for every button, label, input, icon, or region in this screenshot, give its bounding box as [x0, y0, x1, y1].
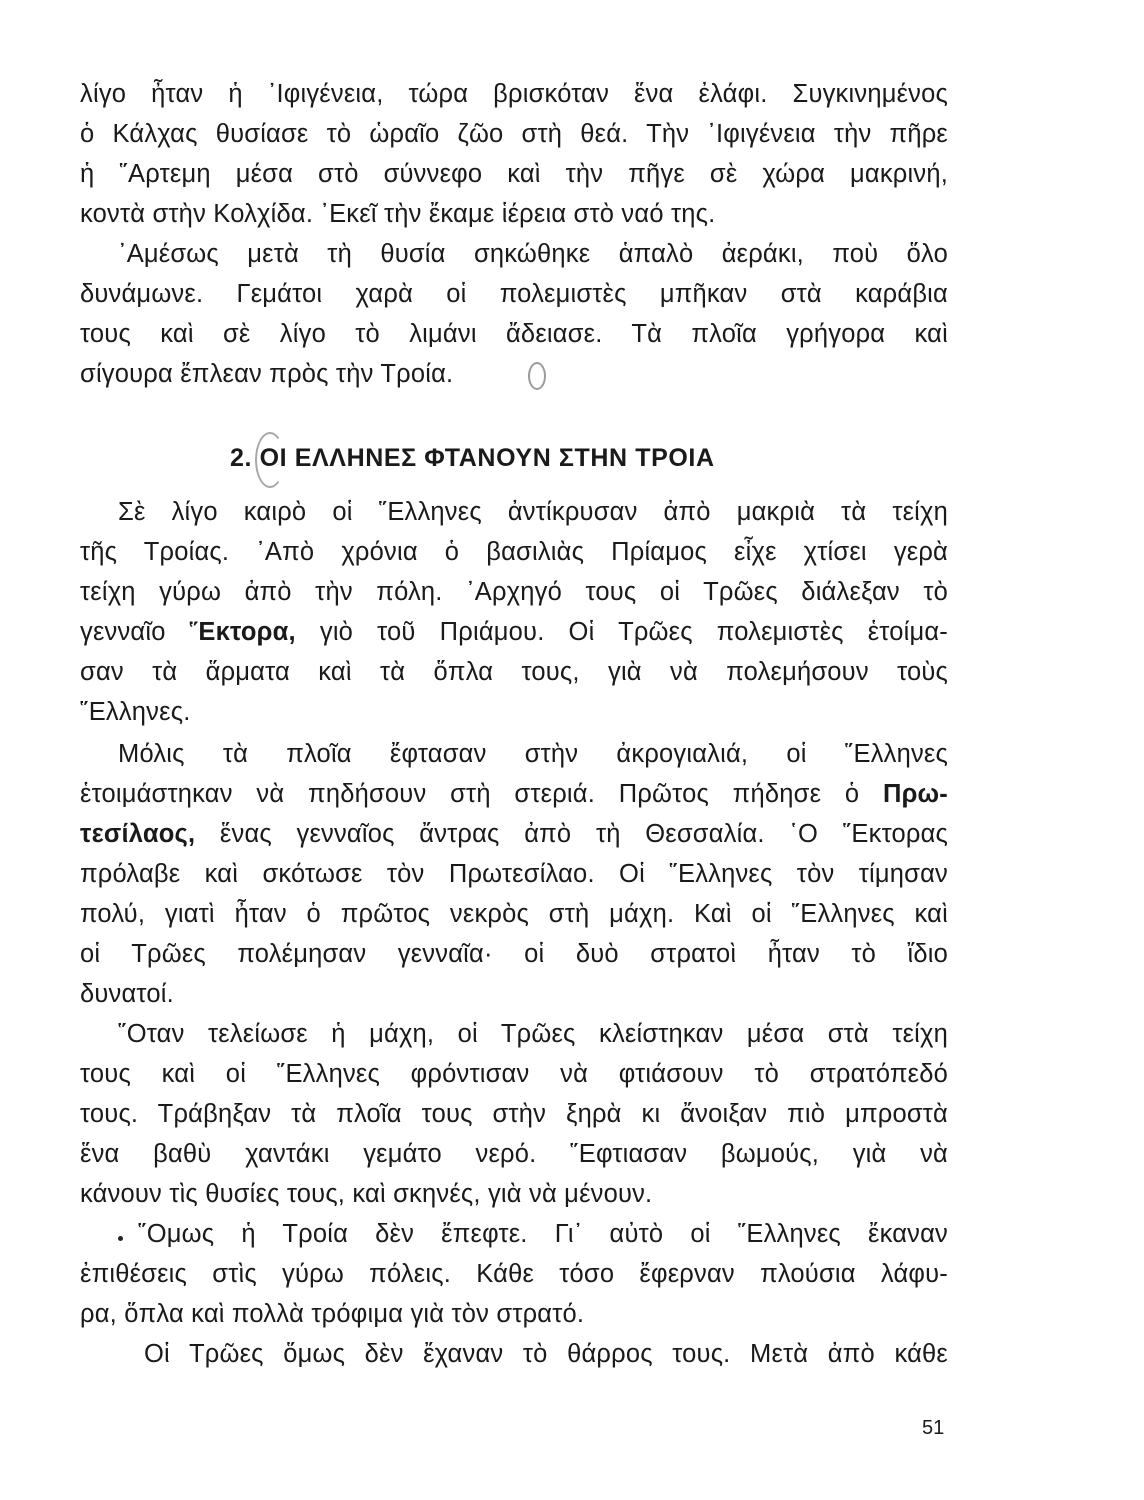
text-line — [80, 612, 948, 652]
bold-name-hector: ῞Εκτορα, — [189, 618, 296, 646]
text-line: ᾿Αμέσως μετὰ τὴ θυσία σηκώθηκε ἁπαλὸ ἀεράκι, ποὺ ὅλο — [118, 240, 948, 268]
section-heading — [230, 438, 715, 478]
text-line: τους καὶ σὲ λίγο τὸ λιμάνι ἄδειασε. Τὰ πλοῖα γρήγορα καὶ — [80, 320, 948, 348]
pencil-circle-mark — [528, 362, 546, 390]
text-line: τους καὶ οἱ ῞Ελληνες φρόντισαν νὰ φτιάσουν τὸ στρατόπεδό — [80, 1060, 948, 1088]
text-line: κάνουν τὶς θυσίες τους, καὶ σκηνές, γιὰ νὰ μένουν. — [80, 1180, 653, 1208]
text-line: σαν τὰ ἅρματα καὶ τὰ ὅπλα τους, γιὰ νὰ πολεμήσουν τοὺς — [80, 658, 948, 686]
pencil-dot-mark — [118, 1236, 123, 1241]
text-line: ἡ ῞Αρτεμη μέσα στὸ σύννεφο καὶ τὴν πῆγε σὲ χώρα μακρινή, — [80, 160, 948, 188]
section-number: 2. — [230, 444, 253, 472]
text-span: ἑτοιμάστηκαν νὰ πηδήσουν στὴ στεριά. Πρῶτος πήδησε ὁ — [80, 780, 883, 808]
text-line: σίγουρα ἔπλεαν πρὸς τὴν Τροία. — [80, 360, 454, 388]
text-span: γενναῖο — [80, 618, 190, 646]
text-line — [80, 814, 948, 854]
text-line: τῆς Τροίας. ᾿Απὸ χρόνια ὁ βασιλιὰς Πρίαμος εἶχε χτίσει γερὰ — [80, 538, 948, 566]
bold-name-protesilaos-cont: τεσίλαος, — [80, 820, 196, 848]
text-line: τείχη γύρω ἀπὸ τὴν πόλη. ᾿Αρχηγό τους οἱ Τρῶες διάλεξαν τὸ — [80, 578, 948, 606]
text-line: ῞Ομως ἡ Τροία δὲν ἔπεφτε. Γι᾿ αὐτὸ οἱ ῞Ελληνες ἔκαναν — [138, 1220, 948, 1248]
text-line: πρόλαβε καὶ σκότωσε τὸν Πρωτεσίλαο. Οἱ ῞Ελληνες τὸν τίμησαν — [80, 860, 948, 888]
text-line: δυνατοί. — [80, 980, 174, 1008]
pencil-bracket-mark — [255, 432, 285, 488]
text-line: ὁ Κάλχας θυσίασε τὸ ὡραῖο ζῶο στὴ θεά. Τὴν ᾿Ιφιγένεια τὴν πῆρε — [80, 120, 948, 148]
text-line: οἱ Τρῶες πολέμησαν γενναῖα· οἱ δυὸ στρατοὶ ἦταν τὸ ἴδιο — [80, 940, 948, 968]
text-line: Οἱ Τρῶες ὅμως δὲν ἔχαναν τὸ θάρρος τους. Μετὰ ἀπὸ κάθε — [144, 1340, 948, 1368]
text-span: γιὸ τοῦ Πριάμου. Οἱ Τρῶες πολεμιστὲς ἑτοίμα- — [295, 618, 948, 646]
text-line: τους. Τράβηξαν τὰ πλοῖα τους στὴν ξηρὰ κι ἄνοιξαν πιὸ μπροστὰ — [80, 1100, 948, 1128]
text-line: κοντὰ στὴν Κολχίδα. ᾿Εκεῖ τὴν ἔκαμε ἱέρεια στὸ ναό της. — [80, 200, 716, 228]
text-line: πολύ, γιατὶ ἦταν ὁ πρῶτος νεκρὸς στὴ μάχη. Καὶ οἱ ῞Ελληνες καὶ — [80, 900, 948, 928]
text-line: ρα, ὅπλα καὶ πολλὰ τρόφιμα γιὰ τὸν στρατό. — [80, 1300, 585, 1328]
text-line: Μόλις τὰ πλοῖα ἔφτασαν στὴν ἀκρογιαλιά, οἱ ῞Ελληνες — [118, 740, 948, 768]
text-line: ῞Οταν τελείωσε ἡ μάχη, οἱ Τρῶες κλείστηκαν μέσα στὰ τείχη — [118, 1020, 948, 1048]
text-line — [80, 774, 948, 814]
bold-name-protesilaos: Πρω- — [882, 780, 948, 808]
text-line: δυνάμωνε. Γεμάτοι χαρὰ οἱ πολεμιστὲς μπῆκαν στὰ καράβια — [80, 280, 948, 308]
text-span: ἕνας γενναῖος ἄντρας ἀπὸ τὴ Θεσσαλία. ῾Ο ῞Εκτορας — [195, 820, 948, 848]
text-line: λίγο ἦταν ἡ ᾿Ιφιγένεια, τώρα βρισκόταν ἕνα ἐλάφι. Συγκινημένος — [80, 80, 948, 108]
text-line: ἕνα βαθὺ χαντάκι γεμάτο νερό. ῞Εφτιασαν βωμούς, γιὰ νὰ — [80, 1140, 948, 1168]
section-title: ΟΙ ΕΛΛΗΝΕΣ ΦΤΑΝΟΥΝ ΣΤΗΝ ΤΡΟΙΑ — [259, 444, 715, 472]
text-line: ῞Ελληνες. — [80, 698, 191, 726]
text-line: ἐπιθέσεις στὶς γύρω πόλεις. Κάθε τόσο ἔφερναν πλούσια λάφυ- — [80, 1260, 948, 1288]
page-number: 51 — [922, 1417, 945, 1439]
text-line: Σὲ λίγο καιρὸ οἱ ῞Ελληνες ἀντίκρυσαν ἀπὸ μακριὰ τὰ τείχη — [118, 498, 948, 526]
